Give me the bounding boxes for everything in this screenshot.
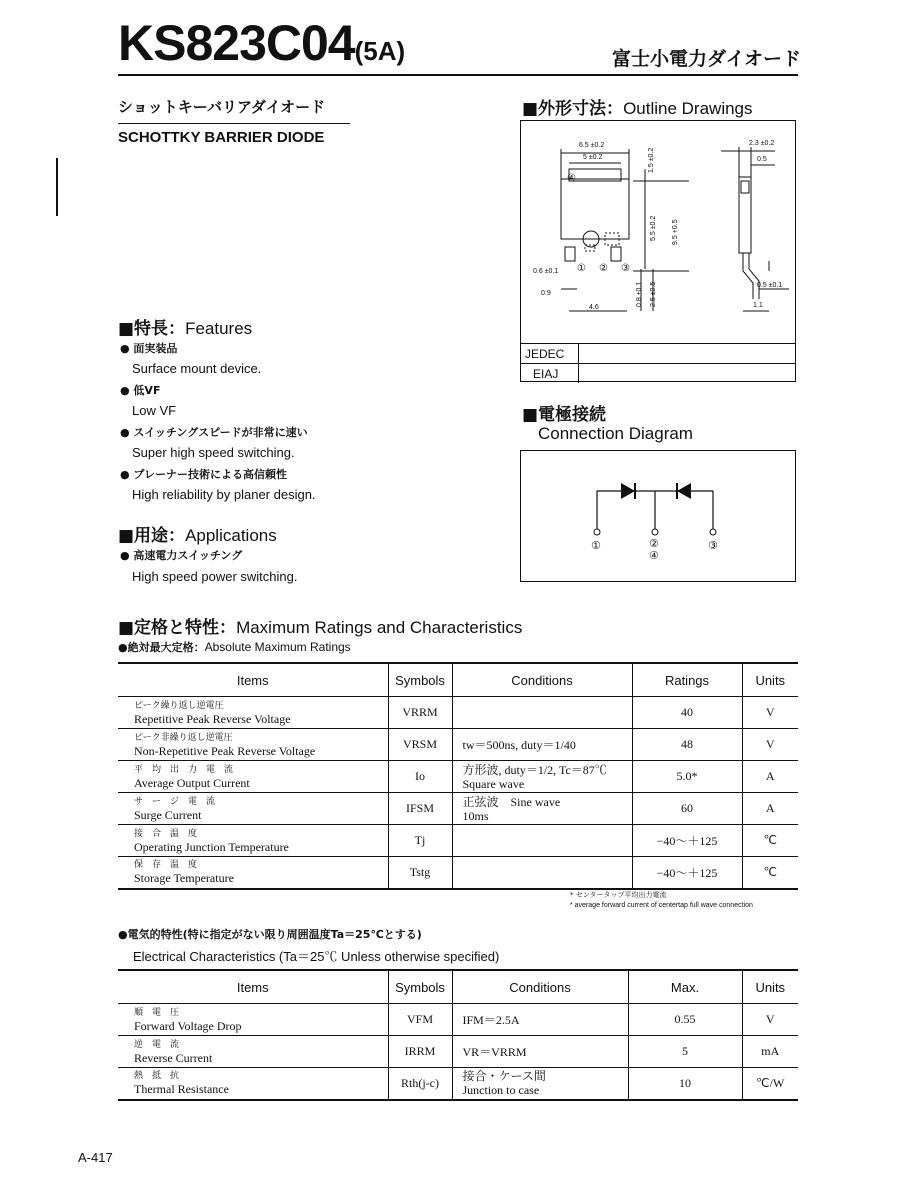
electrical-table	[118, 969, 798, 1101]
svg-text:④: ④	[567, 173, 576, 184]
svg-text:④: ④	[649, 549, 659, 562]
header-rule	[118, 74, 798, 76]
svg-text:0.5: 0.5	[757, 156, 767, 163]
table-row: 逆 電 流 Reverse Current IRRM VR＝VRRM 5 mA	[118, 1036, 798, 1068]
connection-diagram-box	[520, 450, 796, 582]
page-number: A-417	[78, 1150, 113, 1165]
table-header-row: Items Symbols Conditions Max. Units	[118, 970, 798, 1004]
connection-heading-en: Connection Diagram	[538, 424, 693, 443]
application-en: High speed power switching.	[132, 569, 298, 584]
feature-en: Surface mount device.	[132, 361, 262, 376]
feature-en: High reliability by planer design.	[132, 487, 316, 502]
table-row: 接 合 温 度 Operating Junction Temperature Tj −40〜＋125 ℃	[118, 825, 798, 857]
jedec-row	[521, 343, 795, 383]
table-row: ピーク繰り返し逆電圧 Repetitive Peak Reverse Voltage VRRM 40 V	[118, 697, 798, 729]
margin-mark	[56, 158, 58, 216]
ratings-heading: ■定格と特性：Maximum Ratings and Characteristics	[118, 618, 523, 638]
svg-text:9.5 +0.5: 9.5 +0.5	[672, 219, 679, 245]
svg-text:1.5 ±0.2: 1.5 ±0.2	[648, 147, 655, 173]
connection-heading-jp: ■電極接続	[522, 405, 607, 425]
svg-text:5 ±0.2: 5 ±0.2	[583, 154, 603, 161]
svg-text:①: ①	[591, 539, 601, 552]
application-jp: ● 高速電力スイッチング	[120, 549, 243, 562]
svg-text:0.6 ±0.1: 0.6 ±0.1	[533, 268, 559, 275]
feature-jp: ● 低VF	[120, 384, 161, 397]
svg-text:①: ①	[577, 263, 586, 274]
svg-text:②: ②	[599, 263, 608, 274]
abs-max-subtitle: ●絶対最大定格：Absolute Maximum Ratings	[118, 640, 351, 654]
max-ratings-table	[118, 662, 798, 890]
footnote-en: * average forward current of centertap full wave connection	[570, 902, 753, 909]
svg-text:4.6: 4.6	[589, 304, 599, 311]
feature-jp: ● 面実装品	[120, 342, 178, 355]
features-heading: ■特長：Features	[118, 319, 253, 339]
current-rating: (5A)	[354, 36, 406, 66]
table-row: 平 均 出 力 電 流 Average Output Current Io 方形波, duty＝1/2, Tc＝87℃ Square wave 5.0* A	[118, 761, 798, 793]
connection-diagram	[521, 451, 797, 583]
svg-text:0.8 ±0.1: 0.8 ±0.1	[636, 281, 643, 307]
svg-text:②: ②	[649, 537, 659, 550]
footnote-jp: * センタータップ平均出力電流	[570, 891, 667, 899]
eiaj-label: EIAJ	[521, 364, 579, 383]
type-rule	[118, 123, 350, 124]
table-header-row: Items Symbols Conditions Ratings Units	[118, 663, 798, 697]
svg-text:5.5 ±0.2: 5.5 ±0.2	[650, 215, 657, 241]
diode-symbol-right	[677, 483, 691, 499]
table-row: 熱 抵 抗 Thermal Resistance Rth(j-c) 接合・ケース間 Junction to case 10 ℃/W	[118, 1068, 798, 1100]
jedec-label: JEDEC	[521, 344, 579, 363]
feature-jp: ● プレーナー技術による高信頼性	[120, 468, 287, 481]
svg-text:0.9: 0.9	[541, 290, 551, 297]
outline-drawing-box	[520, 120, 796, 382]
table-row: 保 存 温 度 Storage Temperature Tstg −40〜＋125 ℃	[118, 857, 798, 889]
feature-en: Low VF	[132, 403, 177, 418]
applications-list	[120, 547, 297, 584]
outline-heading: ■外形寸法：Outline Drawings	[522, 99, 753, 119]
svg-text:③: ③	[708, 539, 718, 552]
svg-text:1.1: 1.1	[753, 302, 763, 309]
svg-text:2.5 ±0.5: 2.5 ±0.5	[650, 281, 657, 307]
electrical-heading-jp: ●電気的特性(特に指定がない限り周囲温度Ta＝25℃とする)	[118, 928, 422, 941]
device-type-jp: ショットキーバリアダイオード	[118, 98, 326, 116]
manufacturer-name: 富士小電力ダイオード	[612, 48, 802, 70]
device-type-en: SCHOTTKY BARRIER DIODE	[118, 129, 325, 146]
part-number-title: KS823C04(5A)	[118, 15, 406, 71]
svg-text:0.5 ±0.1: 0.5 ±0.1	[757, 282, 783, 289]
applications-heading: ■用途：Applications	[118, 526, 277, 546]
feature-en: Super high speed switching.	[132, 445, 295, 460]
diode-symbol-left	[621, 483, 635, 499]
table-row: 順 電 圧 Forward Voltage Drop VFM IFM＝2.5A 0.55 V	[118, 1004, 798, 1036]
electrical-heading-en: Electrical Characteristics (Ta＝25℃ Unless otherwise specified)	[133, 949, 500, 964]
feature-jp: ● スイッチングスピードが非常に速い	[120, 426, 308, 439]
table-row: サ ー ジ 電 流 Surge Current IFSM 正弦波 Sine wave 10ms 60 A	[118, 793, 798, 825]
svg-text:2.3 ±0.2: 2.3 ±0.2	[749, 140, 775, 147]
features-list	[120, 340, 316, 508]
svg-text:6.5 ±0.2: 6.5 ±0.2	[579, 142, 605, 149]
svg-text:③: ③	[621, 263, 630, 274]
package-outline-drawing	[521, 121, 797, 343]
table-row: ピーク非繰り返し逆電圧 Non-Repetitive Peak Reverse Voltage VRSM tw＝500ns, duty＝1/40 48 V	[118, 729, 798, 761]
